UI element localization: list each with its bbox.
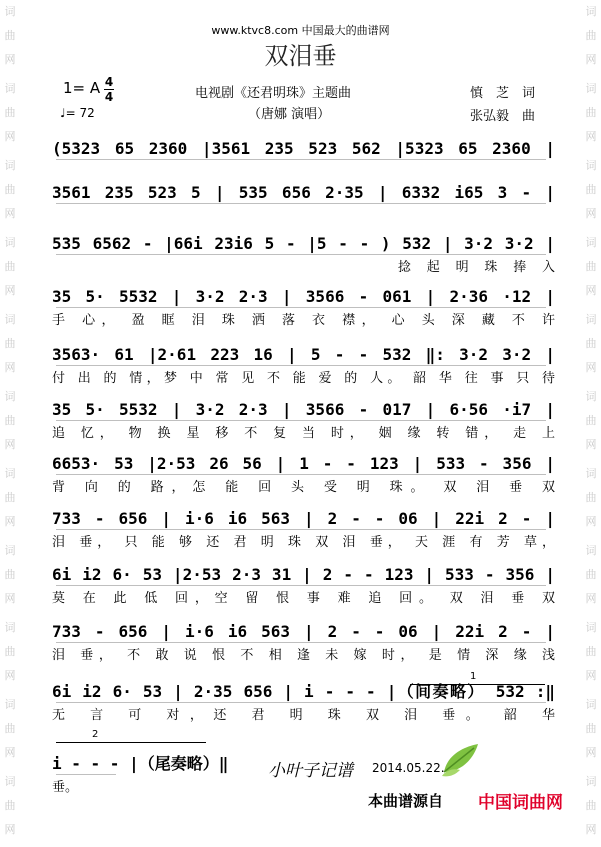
watermark-char: 网 [4, 284, 16, 297]
watermark-char: 词 [4, 5, 16, 18]
notation-line: 733 - 656 | i·6 i6 563 | 2 - - 06 | 22i 2 - | [52, 622, 555, 641]
watermark-char: 网 [4, 130, 16, 143]
notation-line: i - - - |（尾奏略）‖ [52, 754, 229, 773]
performer: （唐娜 演唱） [248, 107, 331, 122]
lyric-line: 手 心， 盈 眶 泪 珠 洒 落 衣 襟， 心 头 深 藏 不 许 [52, 313, 555, 328]
watermark-char: 曲 [585, 491, 597, 504]
watermark-gap [581, 842, 601, 847]
lyric-line: 捻 起 明 珠 捧 入 [398, 260, 555, 275]
watermark-char: 网 [585, 361, 597, 374]
watermark-char: 曲 [4, 491, 16, 504]
watermark-char: 曲 [585, 337, 597, 350]
watermark-char: 词 [585, 82, 597, 95]
volta-1 [410, 671, 545, 693]
watermark-char: 网 [585, 53, 597, 66]
beam-line [56, 254, 546, 255]
watermark-char: 网 [4, 669, 16, 682]
beam-line [56, 307, 546, 308]
watermark-char: 词 [4, 390, 16, 403]
watermark-char: 网 [585, 592, 597, 605]
watermark-char: 词 [585, 544, 597, 557]
watermark-char: 网 [585, 284, 597, 297]
watermark-char: 曲 [585, 29, 597, 42]
watermark-char: 网 [585, 823, 597, 836]
transcriber-signature: 小叶子记谱 [268, 761, 353, 781]
watermark-char: 词 [4, 313, 16, 326]
watermark-char: 曲 [4, 568, 16, 581]
subtitle: 电视剧《还君明珠》主题曲 [195, 86, 352, 101]
site-header: www.ktvc8.com 中国最大的曲谱网 [211, 24, 390, 37]
beam-line [56, 642, 546, 643]
time-top: 4 [104, 75, 114, 89]
leaf-icon [440, 742, 480, 778]
watermark-char: 词 [4, 621, 16, 634]
source-site-link[interactable]: 中国词曲网 [478, 793, 563, 813]
watermark-char: 网 [4, 438, 16, 451]
notation-line: (5323 65 2360 |3561 235 523 562 |5323 65 2360 | [52, 139, 555, 158]
watermark-char: 网 [585, 669, 597, 682]
notation-line: 535 6562 - |66i 23i6 5 - |5 - - ) 532 | 3·2 3·2 | [52, 234, 555, 253]
watermark-char: 网 [4, 746, 16, 759]
lyric-line: 垂。 [52, 780, 79, 795]
notation-line: 6i i2 6· 53 |2·53 2·3 31 | 2 - - 123 | 533 - 356 | [52, 565, 555, 584]
lyric-line: 泪 垂， 不 敢 说 恨 不 相 逢 未 嫁 时， 是 情 深 缘 浅 [52, 648, 555, 663]
composer-credit: 张弘毅 曲 [470, 109, 536, 124]
watermark-char: 曲 [585, 106, 597, 119]
volta-2-number: 2 [92, 729, 99, 740]
watermark-char: 网 [585, 746, 597, 759]
beam-line [56, 585, 546, 586]
watermark-char: 词 [4, 775, 16, 788]
watermark-char: 网 [585, 130, 597, 143]
watermark-char: 网 [4, 592, 16, 605]
watermark-char: 曲 [585, 183, 597, 196]
watermark-char: 词 [4, 698, 16, 711]
watermark-char: 曲 [585, 568, 597, 581]
watermark-char: 网 [585, 438, 597, 451]
tempo-mark: ♩= 72 [60, 106, 95, 120]
transcribe-date: 2014.05.22. [372, 761, 445, 775]
watermark-char: 曲 [4, 799, 16, 812]
notation-line: 3561 235 523 5 | 535 656 2·35 | 6332 i65 3 - | [52, 183, 555, 202]
watermark-char: 词 [585, 467, 597, 480]
watermark-left [0, 0, 20, 837]
beam-line [56, 529, 546, 530]
watermark-char: 网 [4, 823, 16, 836]
watermark-char: 曲 [4, 722, 16, 735]
lyric-line: 无 言 可 对，还 君 明 珠 双 泪 垂。 韶 华 [52, 708, 555, 723]
watermark-char: 曲 [4, 645, 16, 658]
watermark-char: 曲 [4, 260, 16, 273]
beam-line [56, 365, 546, 366]
watermark-char: 词 [4, 467, 16, 480]
lyric-line: 追 忆， 物 换 星 移 不 复 当 时， 姻 缘 转 错， 走 上 [52, 426, 555, 441]
watermark-char: 网 [4, 207, 16, 220]
watermark-char: 曲 [4, 337, 16, 350]
watermark-char: 词 [585, 236, 597, 249]
beam-line [56, 159, 546, 160]
watermark-char: 网 [4, 53, 16, 66]
key-signature: 1= A [63, 79, 101, 97]
watermark-char: 词 [585, 698, 597, 711]
watermark-char: 词 [585, 621, 597, 634]
watermark-char: 词 [4, 82, 16, 95]
watermark-char: 曲 [585, 799, 597, 812]
watermark-char: 网 [585, 515, 597, 528]
beam-line [56, 702, 546, 703]
lyric-line: 泪 垂， 只 能 够 还 君 明 珠 双 泪 垂， 天 涯 有 芳 草， [52, 535, 555, 550]
lyric-line: 莫 在 此 低 回，空 留 恨 事 难 追 回。 双 泪 垂 双 [52, 591, 555, 606]
notation-line: 35 5· 5532 | 3·2 2·3 | 3566 - 017 | 6·56 ·i7 | [52, 400, 555, 419]
watermark-char: 词 [4, 544, 16, 557]
source-label: 本曲谱源自 [368, 792, 444, 810]
beam-line [56, 203, 546, 204]
watermark-char: 曲 [585, 645, 597, 658]
watermark-char: 词 [585, 313, 597, 326]
watermark-char: 词 [585, 159, 597, 172]
beam-line [56, 474, 546, 475]
watermark-char: 曲 [4, 183, 16, 196]
volta-1-number: 1 [470, 671, 477, 682]
time-bottom: 4 [104, 90, 114, 104]
watermark-char: 曲 [4, 106, 16, 119]
notation-line: 6i i2 6· 53 | 2·35 656 | i - - - |（间奏略） 532 :‖ [52, 682, 555, 701]
watermark-char: 曲 [4, 414, 16, 427]
watermark-char: 词 [4, 236, 16, 249]
watermark-char: 网 [585, 207, 597, 220]
song-title: 双泪垂 [264, 42, 337, 70]
lyricist-credit: 慎 芝 词 [470, 86, 536, 101]
lyric-line: 付 出 的 情，梦 中 常 见 不 能 爱 的 人。 韶 华 往 事 只 待 [52, 371, 555, 386]
lyric-line: 背 向 的 路，怎 能 回 头 受 明 珠。 双 泪 垂 双 [52, 480, 555, 495]
beam-line [56, 774, 116, 775]
time-signature [104, 76, 114, 103]
volta-2 [56, 729, 206, 751]
watermark-char: 曲 [585, 722, 597, 735]
watermark-char: 词 [4, 159, 16, 172]
notation-line: 6653· 53 |2·53 26 56 | 1 - - 123 | 533 - 356 | [52, 454, 555, 473]
watermark-char: 曲 [4, 29, 16, 42]
notation-line: 35 5· 5532 | 3·2 2·3 | 3566 - 061 | 2·36 ·12 | [52, 287, 555, 306]
watermark-char: 曲 [585, 260, 597, 273]
beam-line [56, 420, 546, 421]
watermark-char: 词 [585, 5, 597, 18]
watermark-char: 词 [585, 390, 597, 403]
watermark-right [581, 0, 601, 837]
notation-line: 733 - 656 | i·6 i6 563 | 2 - - 06 | 22i 2 - | [52, 509, 555, 528]
watermark-char: 词 [585, 775, 597, 788]
watermark-char: 曲 [585, 414, 597, 427]
watermark-char: 网 [4, 515, 16, 528]
notation-line: 3563· 61 |2·61 223 16 | 5 - - 532 ‖: 3·2 3·2 | [52, 345, 555, 364]
watermark-char: 网 [4, 361, 16, 374]
watermark-gap [0, 842, 20, 847]
